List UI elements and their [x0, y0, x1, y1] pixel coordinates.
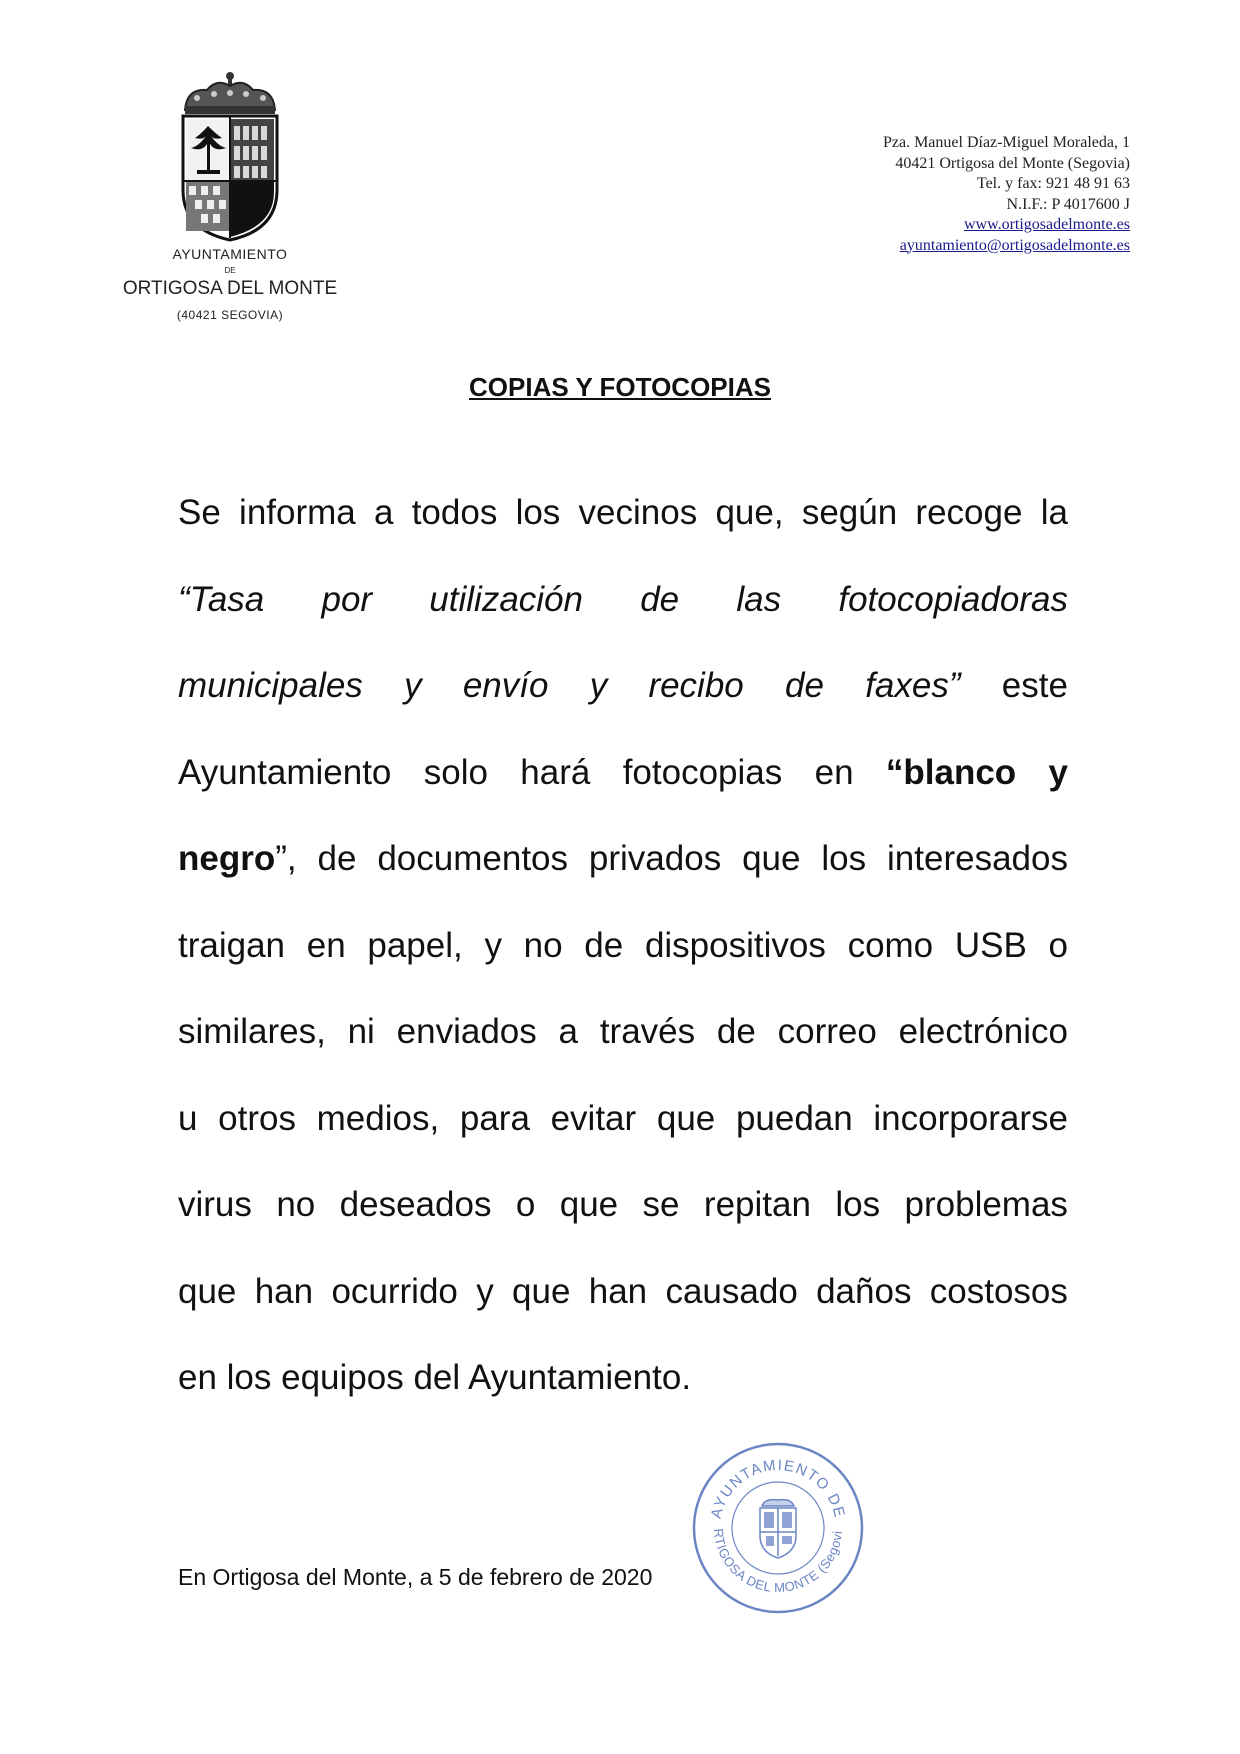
word: privados: [588, 839, 722, 878]
word: ”,: [275, 839, 297, 878]
word: recoge: [915, 493, 1023, 532]
word: han: [588, 1271, 648, 1311]
word: municipales: [178, 666, 363, 705]
municipal-logo: [115, 70, 345, 330]
word: que: [178, 1271, 237, 1311]
word: que,: [715, 493, 784, 532]
word: traigan: [178, 925, 286, 965]
word: informa: [239, 493, 356, 532]
word: correo: [777, 1012, 877, 1051]
word: en: [814, 752, 854, 792]
word: las: [736, 579, 782, 619]
word: otros: [218, 1098, 296, 1138]
word: que: [512, 1271, 571, 1311]
body-line-6: [178, 903, 1068, 990]
body-line-1: [178, 470, 1068, 557]
word: ocurrido: [331, 1271, 458, 1311]
word: este: [1001, 666, 1068, 705]
word: repitan: [703, 1185, 811, 1224]
word: electrónico: [898, 1012, 1068, 1051]
word: y: [1048, 752, 1068, 792]
word: han: [254, 1271, 314, 1311]
word: y: [484, 925, 502, 965]
word: hará: [520, 752, 591, 792]
word: o: [1048, 925, 1068, 965]
word: Ayuntamiento: [178, 752, 392, 792]
word: virus: [178, 1185, 252, 1224]
word: evitar: [550, 1098, 637, 1138]
body-line-2: [178, 557, 1068, 644]
word: de: [317, 839, 357, 878]
word: de: [640, 579, 680, 619]
body-line-3: [178, 643, 1068, 730]
logo-line-town: ORTIGOSA DEL MONTE: [122, 278, 338, 299]
body-line-9: [178, 1162, 1068, 1249]
word: recibo: [648, 666, 744, 705]
document-body: [178, 470, 1068, 1422]
body-line-8: [178, 1076, 1068, 1163]
word: documentos: [377, 839, 569, 878]
word: la: [1040, 493, 1068, 532]
word: faxes”: [865, 666, 961, 705]
word: problemas: [904, 1185, 1068, 1224]
word: no: [276, 1185, 316, 1224]
word: a: [558, 1012, 579, 1051]
word: vecinos: [578, 493, 698, 532]
word: de: [785, 666, 824, 705]
word: USB: [954, 925, 1027, 965]
word: “Tasa: [178, 579, 265, 619]
word: deseados: [339, 1185, 492, 1224]
word: y: [476, 1271, 494, 1311]
address-block: [883, 133, 1130, 256]
word: envío: [462, 666, 549, 705]
address-city: 40421 Ortigosa del Monte (Segovia): [895, 154, 1130, 172]
word: Se: [178, 493, 221, 532]
body-line-7: [178, 989, 1068, 1076]
word: los: [821, 839, 867, 878]
word: interesados: [887, 839, 1068, 878]
word: puedan: [735, 1098, 853, 1138]
body-line-10: [178, 1249, 1068, 1336]
address-phone: Tel. y fax: 921 48 91 63: [976, 175, 1130, 192]
word: fotocopias: [622, 752, 783, 792]
word: que: [656, 1098, 716, 1138]
word: y: [589, 666, 608, 705]
word: a: [374, 493, 394, 532]
word: de: [716, 1012, 756, 1051]
word: los: [515, 493, 561, 532]
closing-date-line: En Ortigosa del Monte, a 5 de febrero de 2020: [178, 1564, 653, 1590]
word: utilización: [429, 579, 583, 619]
word: medios,: [316, 1098, 440, 1138]
address-nif: N.I.F.: P 4017600 J: [1006, 195, 1130, 213]
body-last-line: en los equipos del Ayuntamiento.: [178, 1358, 692, 1397]
logo-line-ayuntamiento: AYUNTAMIENTO: [172, 246, 288, 262]
word: incorporarse: [873, 1098, 1068, 1138]
word: daños: [816, 1271, 912, 1311]
word: “blanco: [885, 752, 1017, 792]
email-link[interactable]: ayuntamiento@ortigosadelmonte.es: [899, 236, 1130, 254]
word: de: [584, 925, 624, 965]
word: para: [459, 1098, 530, 1138]
logo-line-de: DE: [224, 266, 236, 275]
word: dispositivos: [644, 925, 826, 965]
word-group: [178, 816, 297, 903]
official-seal-icon: [690, 1440, 866, 1616]
word: través: [599, 1012, 696, 1051]
word: similares,: [178, 1012, 326, 1051]
word: como: [847, 925, 934, 965]
body-line-5: [178, 816, 1068, 903]
word: enviados: [396, 1012, 537, 1051]
word: los: [835, 1185, 881, 1224]
word: solo: [423, 752, 488, 792]
logo-line-postcode: (40421 SEGOVIA): [176, 308, 284, 322]
word: fotocopiadoras: [838, 579, 1068, 619]
website-link[interactable]: www.ortigosadelmonte.es: [963, 216, 1130, 233]
word: por: [321, 579, 373, 619]
word: en: [306, 925, 346, 965]
stamp-top-text: AYUNTAMIENTO DE: [707, 1456, 849, 1521]
stamp-bottom-text: RTIGOSA DEL MONTE (Segovi: [710, 1527, 845, 1596]
body-line-4: [178, 730, 1068, 817]
word: todos: [411, 493, 498, 532]
body-line-11: [178, 1335, 1068, 1422]
word: según: [801, 493, 898, 532]
word: causado: [665, 1271, 798, 1311]
word: o: [515, 1185, 536, 1224]
word: que: [559, 1185, 619, 1224]
word: negro: [178, 839, 276, 878]
word: papel,: [367, 925, 463, 965]
word: u: [178, 1098, 198, 1138]
address-street: Pza. Manuel Díaz-Miguel Moraleda, 1: [882, 134, 1130, 151]
document-title: COPIAS Y FOTOCOPIAS: [469, 372, 771, 402]
word: costosos: [929, 1271, 1068, 1311]
word: y: [404, 666, 422, 705]
word: se: [642, 1185, 680, 1224]
word: que: [742, 839, 801, 878]
word: ni: [347, 1012, 375, 1051]
coat-of-arms-icon: [177, 70, 283, 242]
word: no: [523, 925, 563, 965]
